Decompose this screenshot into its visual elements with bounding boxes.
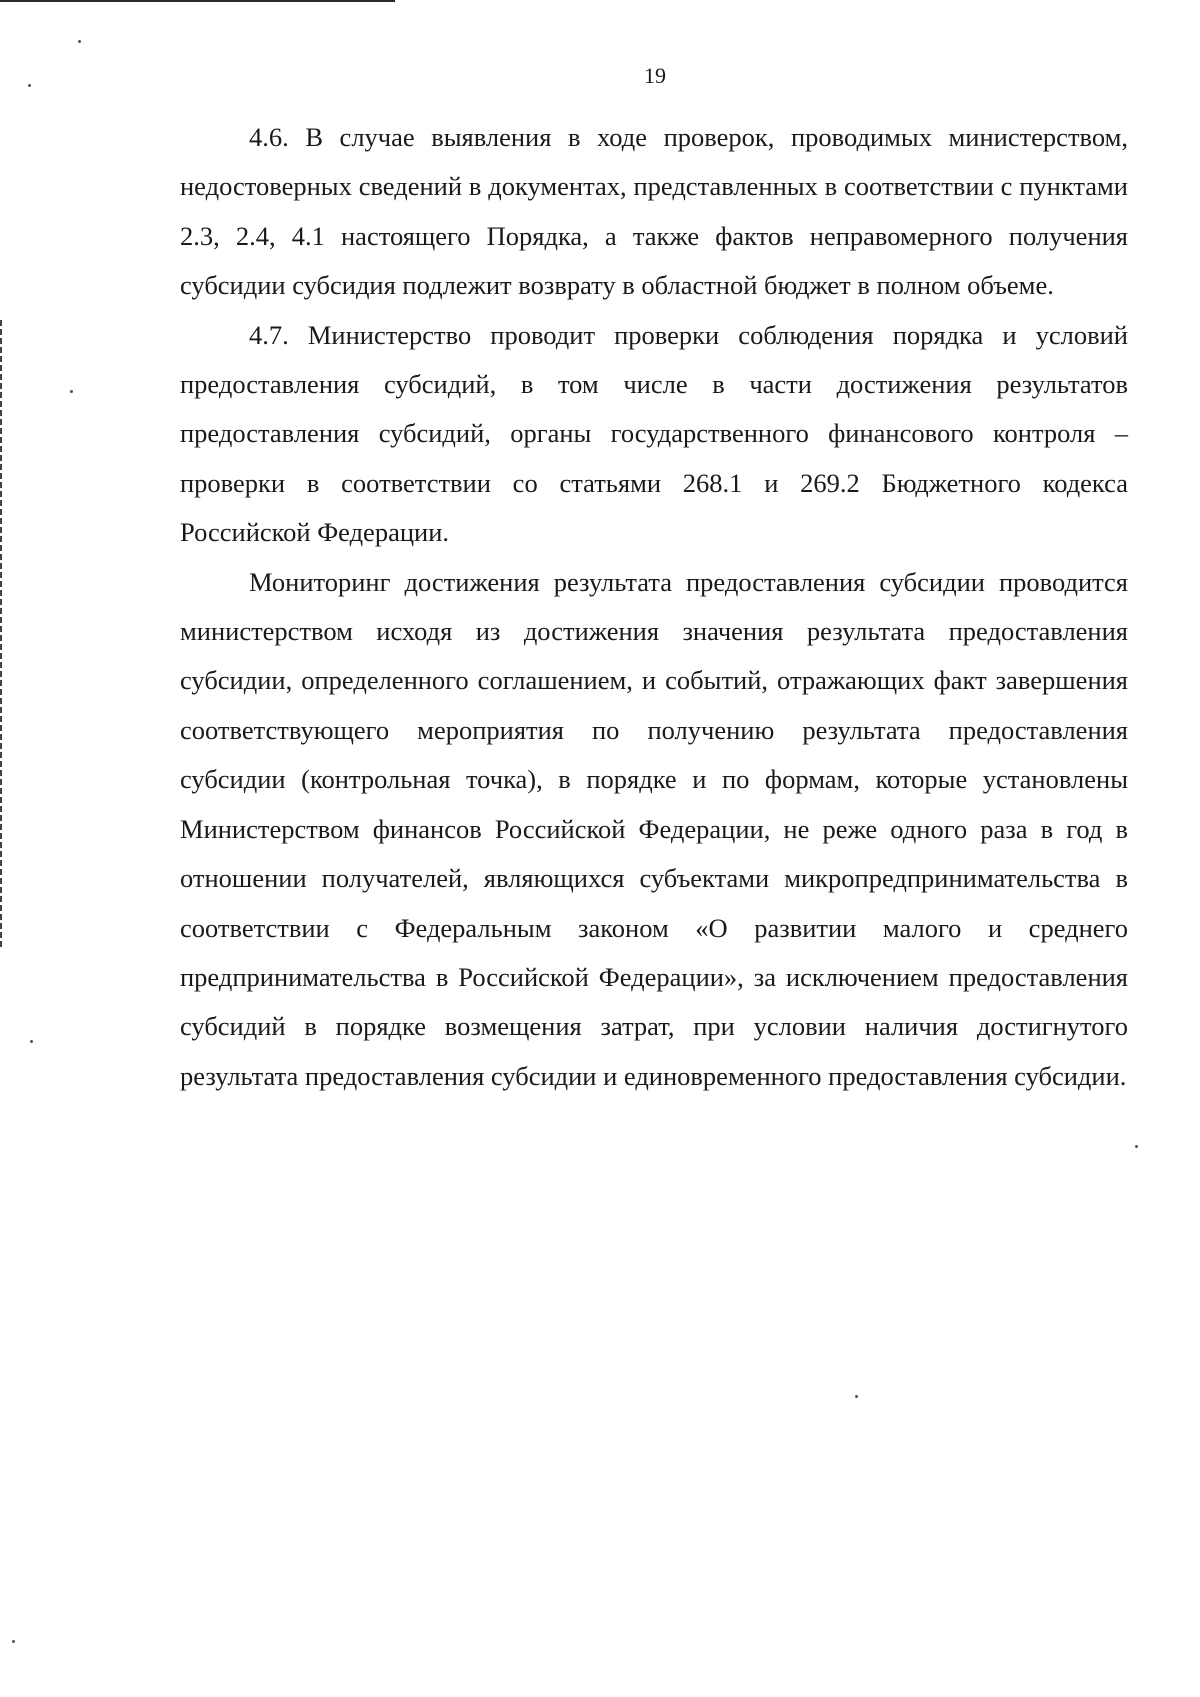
scan-speck	[30, 1040, 33, 1043]
document-body	[180, 113, 1128, 1101]
scan-edge-top	[0, 0, 395, 2]
scan-speck	[1135, 1145, 1138, 1148]
paragraph-monitoring: Мониторинг достижения результата предоставления субсидии проводится министерством исходя из достижения значения результата предоставления субсидии, определенного соглашением, и событий, отражающих факт завершения соответствующего мероприятия по получению результата предоставления субсидии (контрольная точка), в порядке и по формам, которые установлены Министерством финансов Российской Федерации, не реже одного раза в год в отношении получателей, являющихся субъектами микропредпринимательства в соответствии с Федеральным законом «О развитии малого и среднего предпринимательства в Российской Федерации», за исключением предоставления субсидий в порядке возмещения затрат, при условии наличия достигнутого результата предоставления субсидии и единовременного предоставления субсидии.	[180, 566, 1128, 1091]
paragraph-4-7: 4.7. Министерство проводит проверки соблюдения порядка и условий предоставления субсидий, в том числе в части достижения результатов предоставления субсидий, органы государственного финансового контроля – проверки в соответствии со статьями 268.1 и 269.2 Бюджетного кодекса Российской Федерации.	[180, 319, 1128, 548]
scan-speck	[70, 390, 73, 393]
scan-speck	[78, 40, 81, 43]
paragraph-4-6: 4.6. В случае выявления в ходе проверок, проводимых министерством, недостоверных сведений в документах, представленных в соответствии с пунктами 2.3, 2.4, 4.1 настоящего Порядка, а также фактов неправомерного получения субсидии субсидия подлежит возврату в областной бюджет в полном объеме.	[180, 122, 1128, 301]
scan-speck	[855, 1395, 858, 1398]
page-number: 19	[644, 63, 666, 88]
scan-edge-left	[0, 320, 2, 950]
scan-speck	[12, 1640, 15, 1643]
